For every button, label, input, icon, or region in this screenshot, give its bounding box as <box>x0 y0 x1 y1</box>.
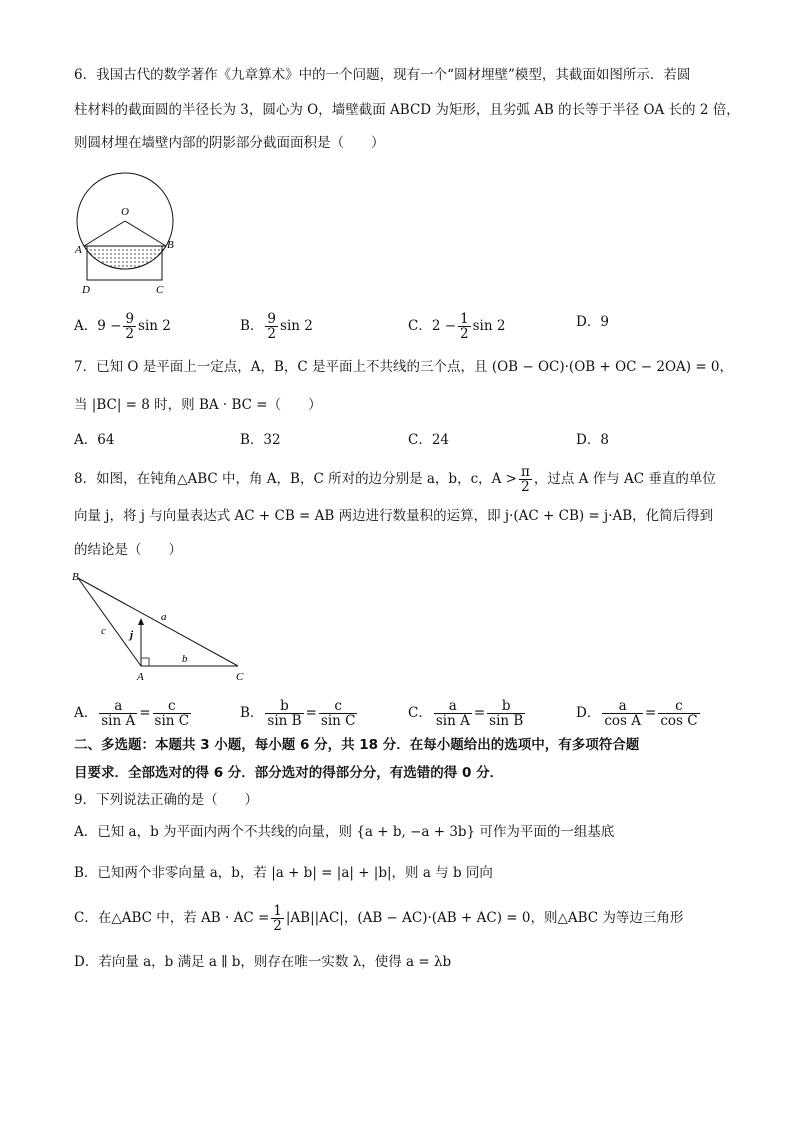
q7-line1: 7．已知 O 是平面上一定点，A，B，C 是平面上不共线的三个点，且 (OB − OC)·(OB + OC − 2OA) = 0， <box>74 359 734 375</box>
q6-option-c-tail: sin 2 <box>472 318 506 334</box>
q6-label-D: D <box>82 284 90 296</box>
q8-pi: π <box>521 464 530 480</box>
q6-option-a-num: 9 <box>125 311 135 327</box>
q8-label-a: a <box>161 611 167 623</box>
q6-shaded-segment <box>84 246 166 269</box>
q6-label-A: A <box>75 244 82 256</box>
q8-option-d-eq: = <box>645 705 657 721</box>
q9-option-d: D．若向量 a，b 满足 a ∥ b，则存在唯一实数 λ，使得 a = λb <box>74 954 452 970</box>
q7-option-a: A．64 <box>74 432 115 448</box>
q9-option-c <box>74 904 683 933</box>
q8-option-b-d2: sin C <box>320 713 356 729</box>
q8-option-b-d1: sin B <box>267 713 302 729</box>
q6-option-a-label: A．9 − <box>74 318 122 334</box>
q8-option-b-eq: = <box>305 705 317 721</box>
q8-option-c-d2: sin B <box>489 713 524 729</box>
q6-option-c-num: 1 <box>460 311 469 327</box>
q6-figure <box>70 165 190 300</box>
q8-label-j: j <box>130 629 134 641</box>
q8-option-a-label: A． <box>74 705 98 721</box>
q8-line2: 向量 j，将 j 与向量表达式 AC + CB = AB 两边进行数量积的运算，即 j·(AC + CB) = j·AB，化简后得到 <box>74 508 714 524</box>
q9-option-b: B．已知两个非零向量 a，b，若 |a + b| = |a| + |b|，则 a 与 b 同向 <box>74 865 493 881</box>
q8-option-d-d1: cos A <box>604 713 641 729</box>
q8-option-d-label: D． <box>576 705 601 721</box>
q8-option-d <box>576 699 702 728</box>
q8-option-c-n2: b <box>487 699 525 714</box>
q8-label-A: A <box>137 671 144 683</box>
q6-option-d: D．9 <box>576 314 609 330</box>
q6-option-a <box>74 312 171 341</box>
q6-option-a-den: 2 <box>125 326 135 342</box>
q8-label-c: c <box>101 625 106 637</box>
q8-option-c <box>408 699 527 728</box>
q9-option-c-num: 1 <box>273 903 282 919</box>
q8-two: 2 <box>521 479 530 495</box>
q8-line3: 的结论是（ ） <box>74 542 182 558</box>
section2-heading-line1: 二、多选题：本题共 3 小题，每小题 6 分，共 18 分．在每小题给出的选项中，有多项符合题 <box>74 737 640 753</box>
q8-option-d-d2: cos C <box>660 713 698 729</box>
q8-label-B: B <box>72 571 79 583</box>
q8-option-c-d1: sin A <box>435 713 470 729</box>
q8-figure <box>68 568 253 688</box>
q8-line1-part-b: ，过点 A 作与 AC 垂直的单位 <box>533 471 716 487</box>
q8-option-b-n2: c <box>319 699 358 714</box>
q6-option-b-tail: sin 2 <box>280 318 313 334</box>
q7-option-d: D．8 <box>576 432 609 448</box>
q9-option-c-part-a: C．在△ABC 中，若 AB · AC = <box>74 910 270 926</box>
q8-option-c-eq: = <box>473 705 486 721</box>
q6-label-O: O <box>121 206 129 218</box>
q6-option-b-num: 9 <box>267 311 277 327</box>
q8-vector-j-arrowhead <box>138 618 144 625</box>
q6-label-B: B <box>167 239 174 251</box>
q9-option-c-den: 2 <box>273 918 282 934</box>
q6-option-c-label: C．2 − <box>408 318 457 334</box>
q8-option-c-label: C． <box>408 705 432 721</box>
q8-side-a <box>78 578 238 666</box>
q8-option-a-n1: a <box>99 699 137 714</box>
q8-option-b-n1: b <box>265 699 303 714</box>
q9-option-c-part-b: |AB||AC|，(AB − AC)·(AB + AC) = 0，则△ABC 为等边三角形 <box>285 910 684 926</box>
q6-option-b-label: B． <box>240 318 264 334</box>
q8-option-a-d1: sin A <box>101 713 136 729</box>
q8-line1 <box>74 465 716 494</box>
q7-option-b: B．32 <box>240 432 281 448</box>
q8-option-b-label: B． <box>240 705 264 721</box>
q6-option-a-tail: sin 2 <box>138 318 171 334</box>
q6-option-c <box>408 312 505 341</box>
section2-heading-line2: 目要求．全部选对的得 6 分．部分选对的得部分分，有选错的得 0 分． <box>74 765 504 781</box>
q8-right-angle-mark <box>141 658 149 666</box>
q8-option-d-n1: a <box>602 699 643 714</box>
q8-option-a-eq: = <box>139 705 151 721</box>
q8-line1-part-a: 8．如图，在钝角△ABC 中，角 A，B，C 所对的边分别是 a，b，c，A > <box>74 471 517 487</box>
q8-label-b: b <box>182 653 188 665</box>
q7-line2: 当 |BC| = 8 时，则 BA · BC =（ ） <box>74 397 322 413</box>
q8-label-C: C <box>236 671 244 683</box>
q8-side-c <box>78 578 141 666</box>
q8-option-a-d2: sin C <box>154 713 190 729</box>
q8-option-c-n1: a <box>434 699 472 714</box>
q8-option-a-n2: c <box>153 699 192 714</box>
q6-option-c-den: 2 <box>460 326 469 342</box>
q6-line2: 柱材料的截面圆的半径长为 3，圆心为 O，墙壁截面 ABCD 为矩形，且劣弧 AB 的长等于半径 OA 长的 2 倍， <box>74 102 740 118</box>
q6-label-C: C <box>156 284 164 296</box>
q8-option-b <box>240 699 359 728</box>
q8-option-d-n2: c <box>658 699 699 714</box>
q6-option-b-den: 2 <box>267 326 277 342</box>
q6-line3: 则圆材埋在墙壁内部的阴影部分截面面积是（ ） <box>74 135 385 151</box>
q8-option-a <box>74 699 193 728</box>
q9-stem: 9．下列说法正确的是（ ） <box>74 792 259 808</box>
q6-line1: 6．我国古代的数学著作《九章算术》中的一个问题，现有一个“圆材埋壁”模型，其截面如图所示．若圆 <box>74 67 691 83</box>
q9-option-a: A．已知 a，b 为平面内两个不共线的向量，则 {a + b, −a + 3b} 可作为平面的一组基底 <box>74 824 615 840</box>
q7-option-c: C．24 <box>408 432 450 448</box>
q6-option-b <box>240 312 313 341</box>
